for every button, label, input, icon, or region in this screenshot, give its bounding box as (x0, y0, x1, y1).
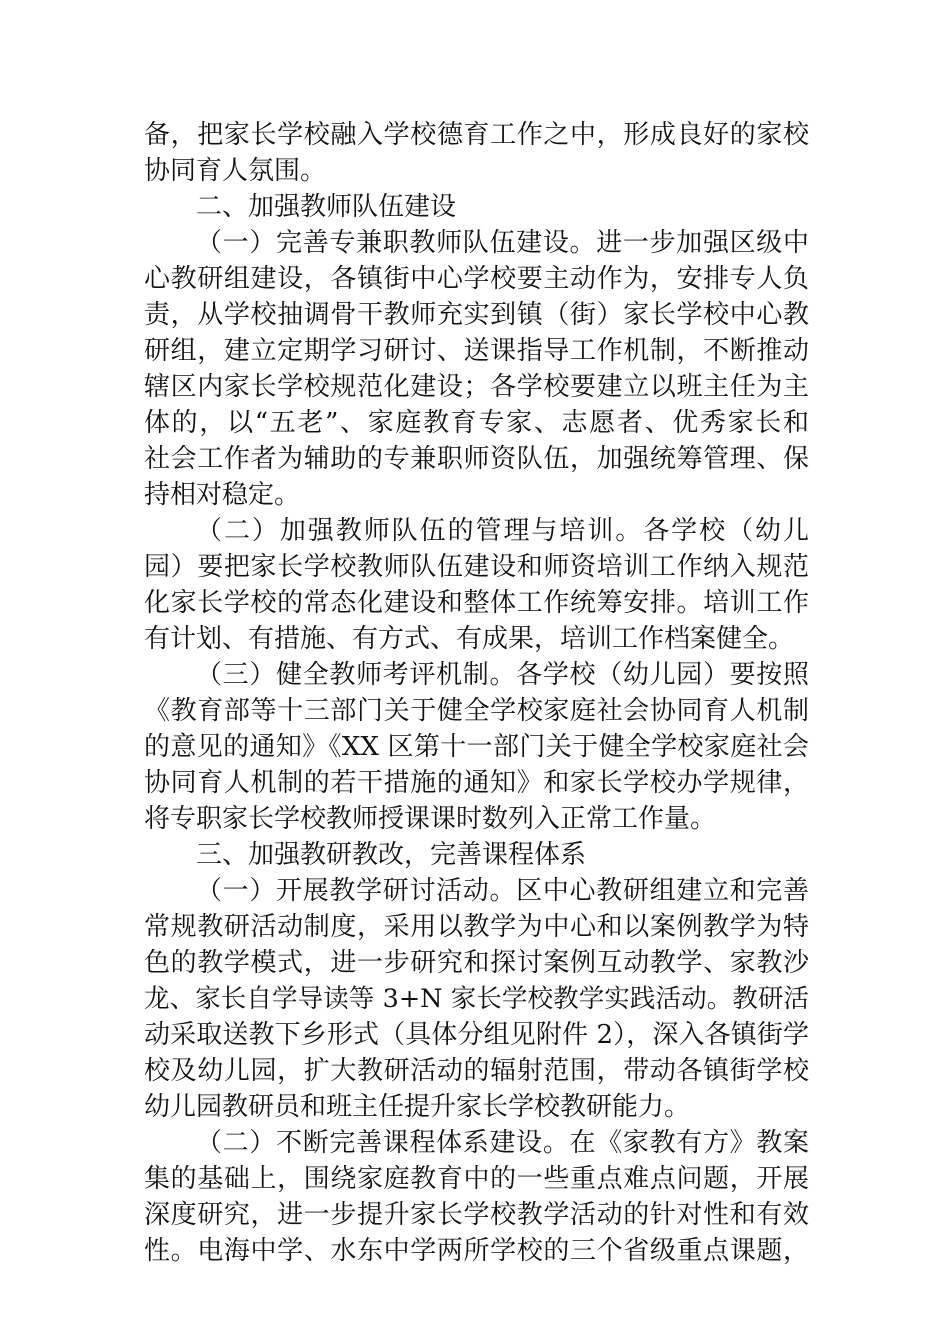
text-line: 色的教学模式，进一步研究和探讨案例互动教学、家教沙 (144, 948, 809, 978)
text-line: （二）加强教师队伍的管理与培训。各学校（幼儿 (196, 516, 809, 546)
text-line: （三）健全教师考评机制。各学校（幼儿园）要按照 (196, 660, 809, 690)
text-line: 校及幼儿园，扩大教研活动的辐射范围，带动各镇街学校 (144, 1056, 809, 1086)
text-line: 社会工作者为辅助的专兼职师资队伍，加强统筹管理、保 (144, 444, 809, 474)
text-line: 幼儿园教研员和班主任提升家长学校教研能力。 (144, 1092, 691, 1122)
text-line: 责，从学校抽调骨干教师充实到镇（街）家长学校中心教 (144, 300, 809, 330)
text-line: 化家长学校的常态化建设和整体工作统筹安排。培训工作 (144, 588, 809, 618)
text-line: （一）开展教学研讨活动。区中心教研组建立和完善 (196, 876, 809, 906)
text-line: 持相对稳定。 (144, 480, 301, 510)
text-line: 的意见的通知》《XX 区第十一部门关于健全学校家庭社会 (144, 732, 809, 762)
text-line: 研组，建立定期学习研讨、送课指导工作机制，不断推动 (144, 336, 809, 366)
text-line: 集的基础上，围绕家庭教育中的一些重点难点问题，开展 (144, 1164, 809, 1194)
text-line: 有计划、有措施、有方式、有成果，培训工作档案健全。 (144, 624, 795, 654)
text-line: 体的，以“五老”、家庭教育专家、志愿者、优秀家长和 (144, 408, 809, 438)
text-line: 深度研究，进一步提升家长学校教学活动的针对性和有效 (144, 1200, 809, 1230)
text-line: 二、加强教师队伍建设 (196, 192, 457, 222)
text-line: 龙、家长自学导读等 3+N 家长学校教学实践活动。教研活 (144, 984, 809, 1014)
text-line: （一）完善专兼职教师队伍建设。进一步加强区级中 (196, 228, 809, 258)
text-line: 常规教研活动制度，采用以教学为中心和以案例教学为特 (144, 912, 809, 942)
body-text (144, 117, 809, 1269)
text-line: 心教研组建设，各镇街中心学校要主动作为，安排专人负 (144, 264, 809, 294)
text-line: 辖区内家长学校规范化建设；各学校要建立以班主任为主 (144, 372, 809, 402)
text-line: 《教育部等十三部门关于健全学校家庭社会协同育人机制 (144, 696, 809, 726)
text-line: 园）要把家长学校教师队伍建设和师资培训工作纳入规范 (144, 552, 809, 582)
text-line: 动采取送教下乡形式（具体分组见附件 2），深入各镇街学 (144, 1020, 809, 1050)
text-line: 将专职家长学校教师授课课时数列入正常工作量。 (144, 804, 717, 834)
text-line: 协同育人氛围。 (144, 156, 327, 186)
text-line: （二）不断完善课程体系建设。在《家教有方》教案 (196, 1128, 809, 1158)
text-line: 三、加强教研教改，完善课程体系 (196, 840, 587, 870)
text-line: 性。电海中学、水东中学两所学校的三个省级重点课题， (144, 1236, 809, 1266)
text-line: 备，把家长学校融入学校德育工作之中，形成良好的家校 (144, 120, 809, 150)
text-line: 协同育人机制的若干措施的通知》和家长学校办学规律， (144, 768, 809, 798)
